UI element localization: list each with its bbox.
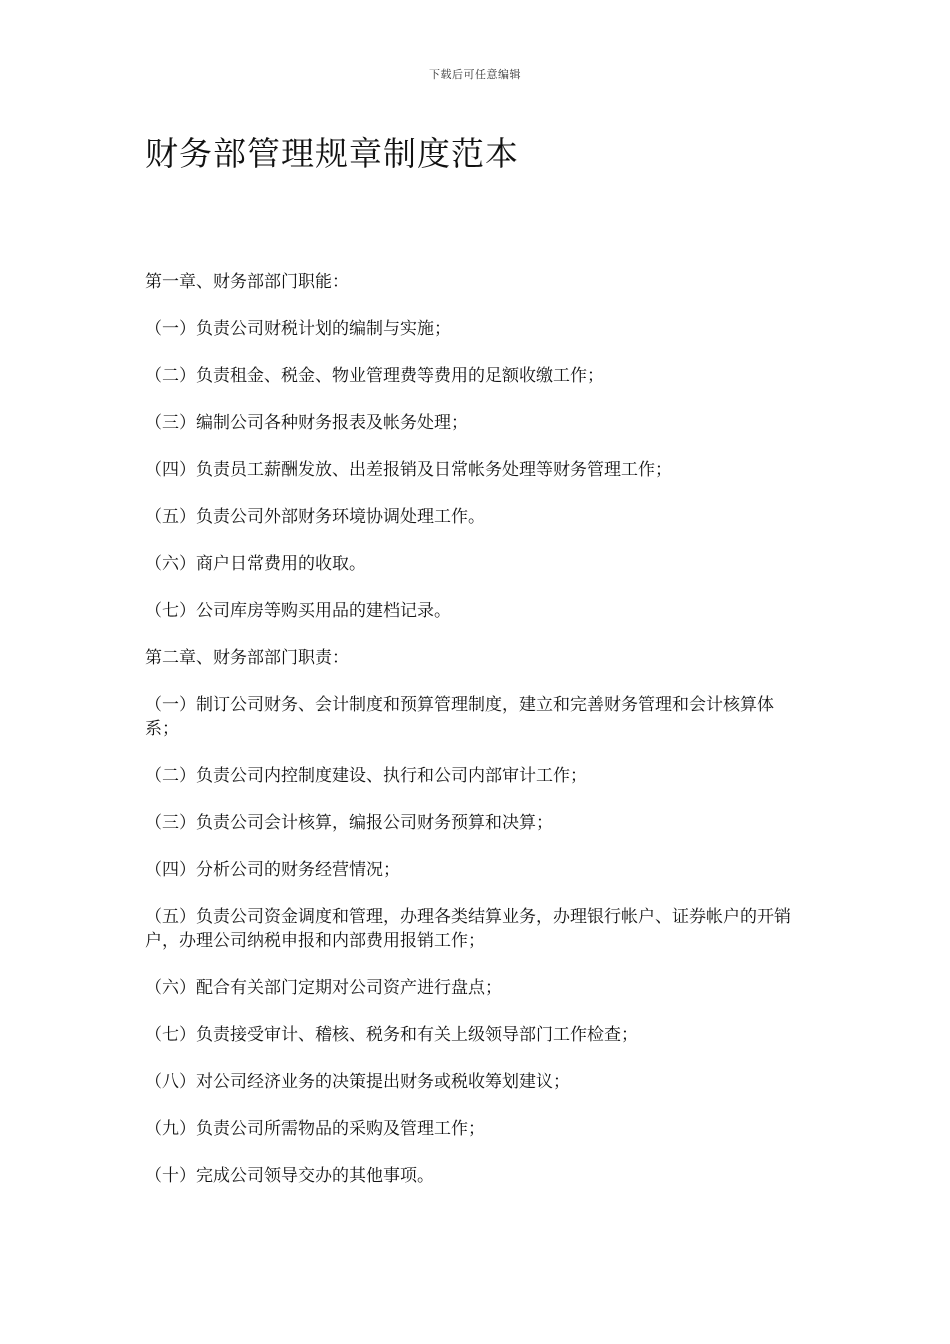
chapter-2-heading: 第二章、财务部部门职责： — [145, 648, 349, 668]
chapter-1-item-3: （三）编制公司各种财务报表及帐务处理； — [145, 413, 468, 433]
chapter-2-item-2: （二）负责公司内控制度建设、执行和公司内部审计工作； — [145, 766, 587, 786]
chapter-1-item-5: （五）负责公司外部财务环境协调处理工作。 — [145, 507, 485, 527]
chapter-2-item-8: （八）对公司经济业务的决策提出财务或税收筹划建议； — [145, 1072, 570, 1092]
chapter-2-item-4: （四）分析公司的财务经营情况； — [145, 860, 400, 880]
chapter-2-item-7: （七）负责接受审计、稽核、税务和有关上级领导部门工作检查； — [145, 1025, 638, 1045]
chapter-2-item-3: （三）负责公司会计核算，编报公司财务预算和决算； — [145, 813, 553, 833]
chapter-1-heading: 第一章、财务部部门职能： — [145, 272, 349, 292]
chapter-2-item-9: （九）负责公司所需物品的采购及管理工作； — [145, 1119, 485, 1139]
chapter-2-item-5: （五）负责公司资金调度和管理，办理各类结算业务，办理银行帐户、证券帐户的开销户，办理公司纳税申报和内部费用报销工作； — [145, 907, 791, 951]
chapter-1-item-7: （七）公司库房等购买用品的建档记录。 — [145, 601, 451, 621]
document-body — [145, 270, 805, 1211]
chapter-1-item-1: （一）负责公司财税计划的编制与实施； — [145, 319, 451, 339]
chapter-2-item-10: （十）完成公司领导交办的其他事项。 — [145, 1166, 434, 1186]
document-title: 财务部管理规章制度范本 — [145, 134, 519, 173]
chapter-1-item-4: （四）负责员工薪酬发放、出差报销及日常帐务处理等财务管理工作； — [145, 460, 672, 480]
chapter-2-item-1: （一）制订公司财务、会计制度和预算管理制度，建立和完善财务管理和会计核算体系； — [145, 695, 774, 739]
chapter-1-item-2: （二）负责租金、税金、物业管理费等费用的足额收缴工作； — [145, 366, 604, 386]
page-header-note: 下载后可任意编辑 — [429, 68, 521, 81]
chapter-2-item-6: （六）配合有关部门定期对公司资产进行盘点； — [145, 978, 502, 998]
chapter-1-item-6: （六）商户日常费用的收取。 — [145, 554, 366, 574]
